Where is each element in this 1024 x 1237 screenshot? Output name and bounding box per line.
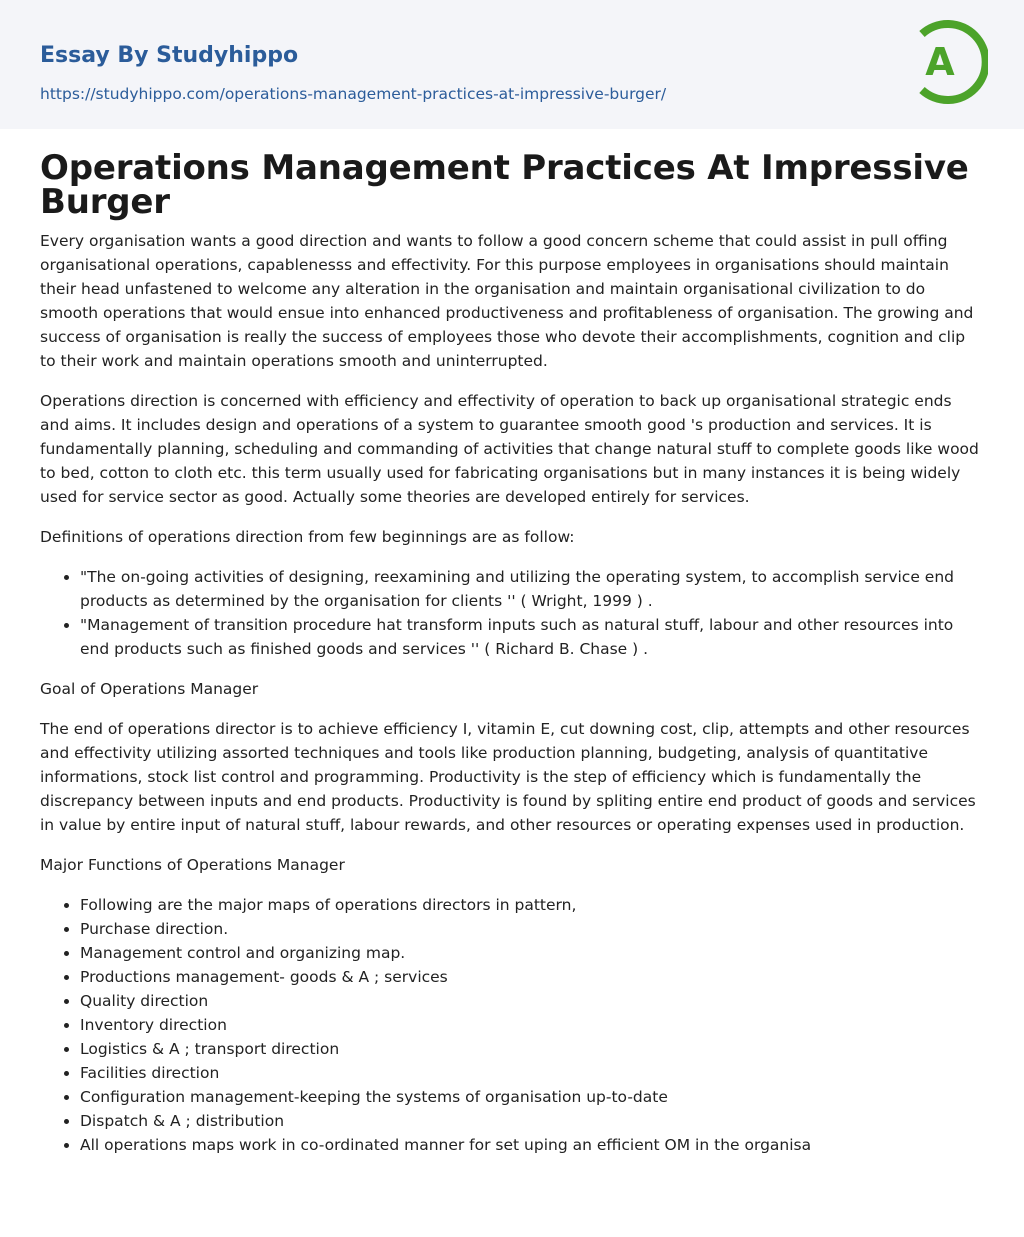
list-item: • "The on-going activities of designing, reexamining and utilizing the operating system, to accomplish service end products as determined by the organisation for clients '' ( Wright, 1999 ) . [80, 565, 984, 613]
list-item: • Logistics & A ; transport direction [80, 1037, 984, 1061]
subheading-goal: Goal of Operations Manager [40, 680, 259, 698]
paragraph-operations-direction: Operations direction is concerned with efficiency and effectivity of operation to back up organisational strategic ends and aims. It includes design and operations of a system to guarantee smooth good 's production and services. It is fundamentally planning, scheduling and commanding of activities that change natural stuff to complete goods like wood to bed, cotton to cloth etc. this term usually used for fabricating organisations but in many instances it is being widely used for service sector as good. Actually some theories are developed entirely for services. [40, 392, 979, 506]
source-url-link[interactable]: https://studyhippo.com/operations-management-practices-at-impressive-burger/ [40, 85, 667, 103]
definitions-list [40, 565, 984, 661]
functions-list [40, 893, 984, 1157]
list-item: • Following are the major maps of operations directors in pattern, [80, 893, 984, 917]
logo-letter: A [925, 40, 955, 84]
list-item: • Purchase direction. [80, 917, 984, 941]
subheading-functions: Major Functions of Operations Manager [40, 856, 345, 874]
list-item: • Configuration management-keeping the systems of organisation up-to-date [80, 1085, 984, 1109]
page-title: Operations Management Practices At Impressive Burger [40, 148, 969, 222]
list-item: • All operations maps work in co-ordinated manner for set uping an efficient OM in the organisa [80, 1133, 984, 1157]
list-item: • "Management of transition procedure hat transform inputs such as natural stuff, labour and other resources into end products such as finished goods and services '' ( Richard B. Chase ) . [80, 613, 984, 661]
paragraph-intro: Every organisation wants a good direction and wants to follow a good concern scheme that could assist in pull offing organisational operations, capablenesss and effectivity. For this purpose employees in organisations should maintain their head unfastened to welcome any alteration in the organisation and maintain organisational civilization to do smooth operations that would ensue into enhanced productiveness and profitableness of organisation. The growing and success of organisation is really the success of employees those who devote their accomplishments, cognition and clip to their work and maintain operations smooth and uninterrupted. [40, 232, 974, 370]
site-header [0, 0, 1024, 129]
paragraph-goal: The end of operations director is to achieve efficiency I, vitamin E, cut downing cost, clip, attempts and other resources and effectivity utilizing assorted techniques and tools like production planning, budgeting, analysis of quantitative informations, stock list control and programming. Productivity is the step of efficiency which is fundamentally the discrepancy between inputs and end products. Productivity is found by spliting entire end product of goods and services in value by entire input of natural stuff, labour rewards, and other resources or operating expenses used in production. [40, 720, 976, 834]
studyhippo-logo-icon[interactable] [910, 18, 988, 106]
list-item: • Dispatch & A ; distribution [80, 1109, 984, 1133]
article [0, 148, 1024, 1157]
list-item: • Management control and organizing map. [80, 941, 984, 965]
site-brand[interactable]: Essay By Studyhippo [40, 43, 299, 68]
list-item: • Inventory direction [80, 1013, 984, 1037]
list-item: • Facilities direction [80, 1061, 984, 1085]
list-item: • Quality direction [80, 989, 984, 1013]
list-item: • Productions management- goods & A ; services [80, 965, 984, 989]
paragraph-definitions-intro: Definitions of operations direction from few beginnings are as follow: [40, 528, 575, 546]
